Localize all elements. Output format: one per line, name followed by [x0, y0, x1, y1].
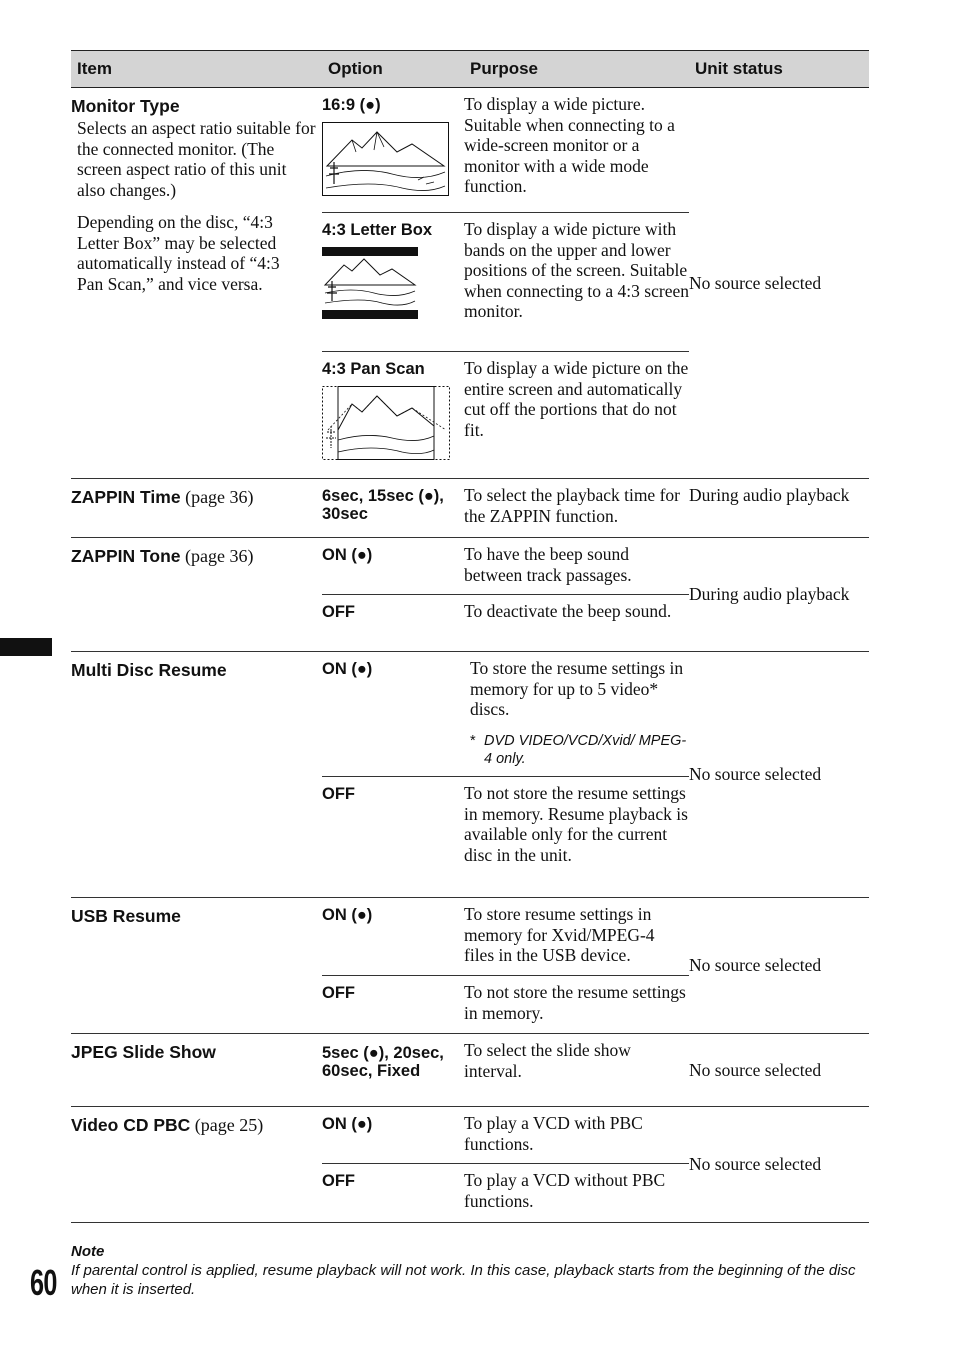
header-purpose: Purpose: [464, 51, 689, 88]
header-item: Item: [71, 51, 322, 88]
option-vcd-pbc-on: ON (●): [322, 1115, 373, 1133]
wide-picture-icon: [322, 122, 449, 196]
purpose-zappin-tone-off: To deactivate the beep sound.: [464, 595, 689, 652]
item-usb-resume: USB Resume: [71, 906, 181, 926]
status-multi-disc: No source selected: [689, 652, 869, 898]
option-16-9: 16:9 (●): [322, 96, 381, 114]
status-monitor-type: No source selected: [689, 88, 869, 479]
purpose-16-9: To display a wide picture. Suitable when connecting to a wide-screen monitor or a monitor with a wide mode function.: [464, 88, 689, 213]
table-row: [71, 652, 869, 777]
purpose-zappin-time: To select the playback time for the ZAPPIN function.: [464, 479, 689, 538]
item-jpeg-slide-show: JPEG Slide Show: [71, 1042, 216, 1062]
header-unit-status: Unit status: [689, 51, 869, 88]
purpose-letter-box: To display a wide picture with bands on the upper and lower positions of the screen. Suitable when connecting to a 4:3 screen monitor.: [464, 213, 689, 352]
header-row: [71, 51, 869, 88]
purpose-pan-scan: To display a wide picture on the entire screen and automatically cut off the portions that do not fit.: [464, 352, 689, 479]
option-pan-scan: 4:3 Pan Scan: [322, 360, 425, 378]
option-zappin-tone-off: OFF: [322, 603, 355, 621]
status-jpeg-slide-show: No source selected: [689, 1034, 869, 1107]
purpose-vcd-pbc-on: To play a VCD with PBC functions.: [464, 1107, 689, 1164]
status-zappin-tone: During audio playback: [689, 538, 869, 652]
table-row: [71, 1107, 869, 1164]
item-zappin-tone: ZAPPIN Tone (page 36): [71, 546, 254, 566]
purpose-vcd-pbc-off: To play a VCD without PBC functions.: [464, 1164, 689, 1223]
table-row: [71, 479, 869, 538]
purpose-jpeg-slide-show: To select the slide show interval.: [464, 1034, 689, 1107]
item-zappin-time: ZAPPIN Time (page 36): [71, 487, 254, 507]
option-multi-disc-on: ON (●): [322, 660, 373, 678]
item-multi-disc-resume: Multi Disc Resume: [71, 660, 227, 680]
table-row: [71, 1034, 869, 1107]
item-video-cd-pbc: Video CD PBC (page 25): [71, 1115, 264, 1135]
monitor-note: Depending on the disc, “4:3 Letter Box” may be selected automatically instead of “4:3 Pan Scan,” and vice versa.: [77, 212, 280, 294]
table-row: [71, 898, 869, 976]
option-jpeg-slide-show: 5sec (●), 20sec, 60sec, Fixed: [322, 1044, 444, 1080]
table-row: [71, 88, 869, 213]
option-zappin-tone-on: ON (●): [322, 546, 373, 564]
purpose-multi-disc-on: To store the resume settings in memory for up to 5 video* discs.: [470, 658, 684, 719]
option-letter-box: 4:3 Letter Box: [322, 221, 433, 239]
letter-box-icon: [322, 247, 418, 319]
status-zappin-time: During audio playback: [689, 479, 869, 538]
purpose-multi-disc-off: To not store the resume settings in memory. Resume playback is available only for the current disc in the unit.: [464, 777, 689, 898]
status-usb-resume: No source selected: [689, 898, 869, 1034]
status-vcd-pbc: No source selected: [689, 1107, 869, 1223]
header-option: Option: [322, 51, 464, 88]
purpose-usb-resume-on: To store resume settings in memory for Xvid/MPEG-4 files in the USB device.: [464, 898, 689, 976]
option-multi-disc-off: OFF: [322, 785, 355, 803]
option-usb-resume-off: OFF: [322, 984, 355, 1002]
option-usb-resume-on: ON (●): [322, 906, 373, 924]
table-row: [71, 538, 869, 595]
monitor-description: Selects an aspect ratio suitable for the connected monitor. (The screen aspect ratio of this unit also changes.): [77, 118, 316, 200]
purpose-usb-resume-off: To not store the resume settings in memory.: [464, 976, 689, 1034]
note-label: Note: [71, 1243, 105, 1260]
footnote-video-discs: * DVD VIDEO/VCD/Xvid/ MPEG-4 only.: [470, 732, 687, 767]
purpose-zappin-tone-on: To have the beep sound between track passages.: [464, 538, 689, 595]
page-number: 60: [30, 1262, 57, 1303]
note-block: [71, 1242, 871, 1299]
pan-scan-icon: [322, 386, 450, 460]
item-monitor-type: Monitor Type: [71, 96, 180, 116]
page-tab: [0, 638, 52, 656]
settings-table: [71, 50, 869, 1223]
option-vcd-pbc-off: OFF: [322, 1172, 355, 1190]
note-text: If parental control is applied, resume playback will not work. In this case, playback starts from the beginning of the disc when it is inserted.: [71, 1262, 856, 1298]
option-zappin-time: 6sec, 15sec (●), 30sec: [322, 487, 444, 523]
